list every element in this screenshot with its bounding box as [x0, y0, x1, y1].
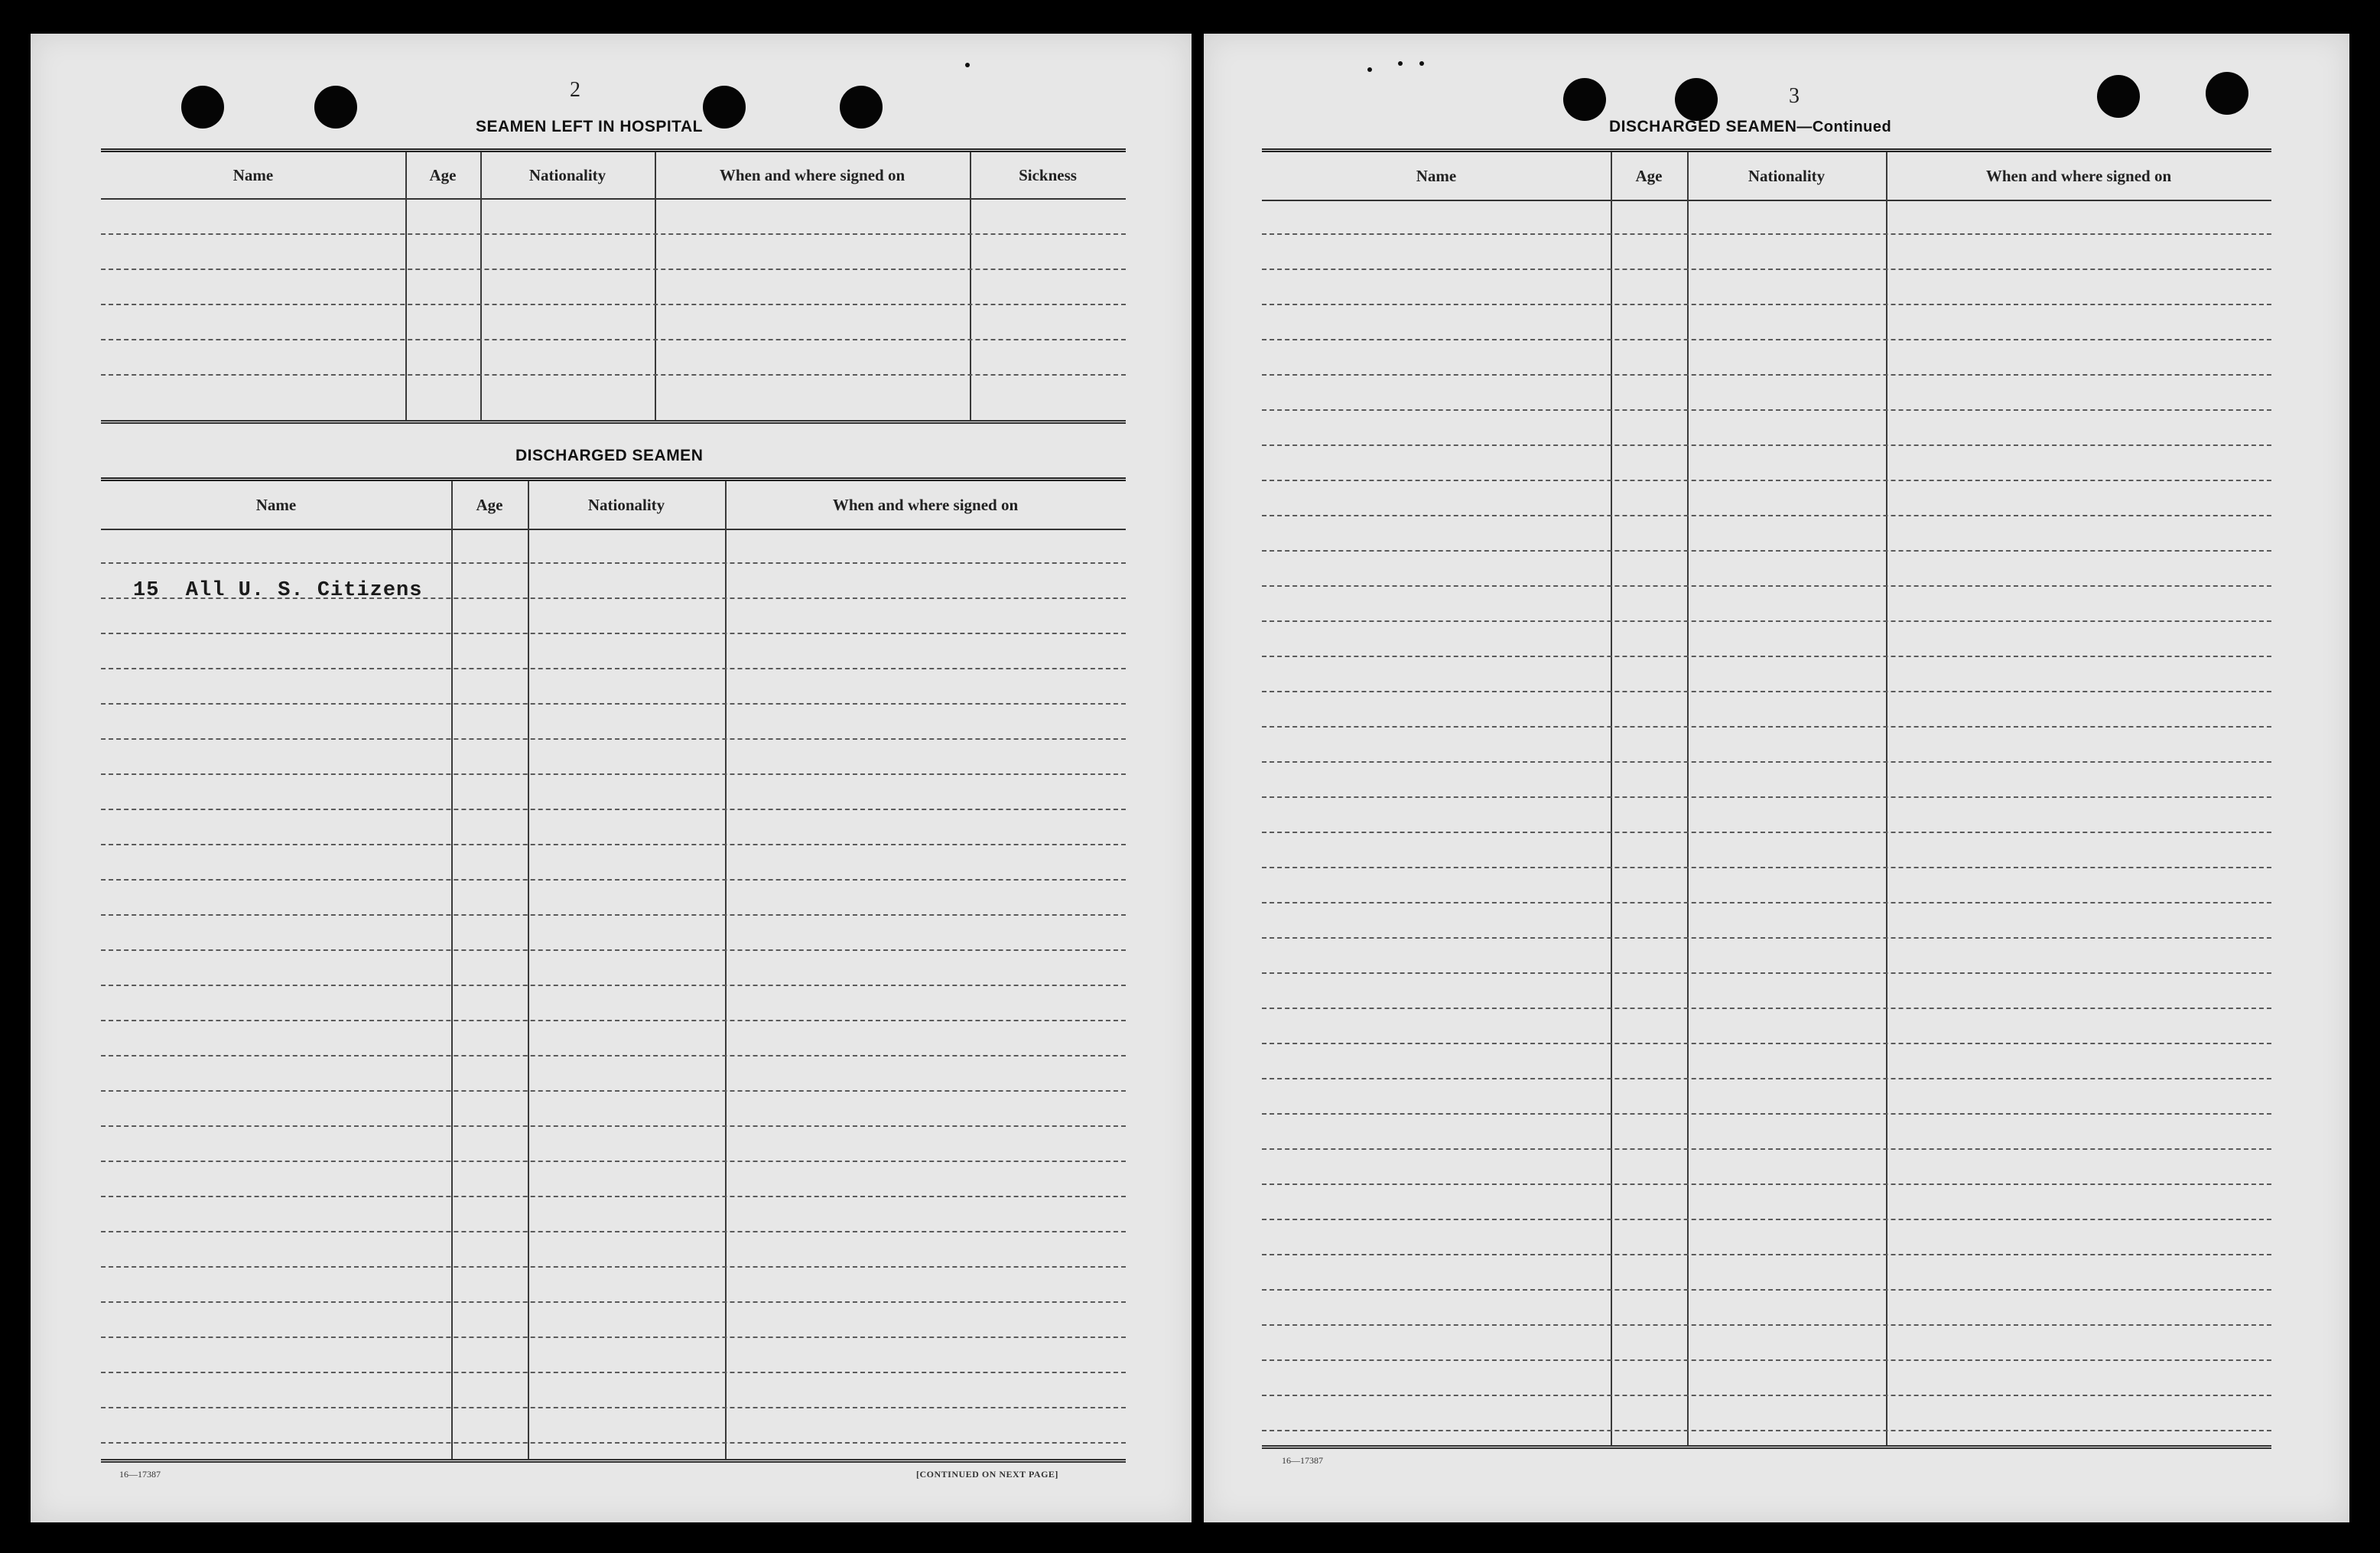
table-row	[101, 809, 1126, 810]
column-divider	[1611, 152, 1612, 1445]
punch-hole	[2097, 75, 2140, 118]
table-row	[1262, 1359, 2271, 1361]
column-divider	[655, 152, 656, 422]
table-row	[1262, 585, 2271, 587]
ink-speck	[1367, 67, 1372, 72]
table-row	[101, 1196, 1126, 1197]
column-divider	[480, 152, 482, 422]
continued-note: [CONTINUED ON NEXT PAGE]	[916, 1469, 1058, 1480]
discharged-table	[101, 477, 1126, 1460]
table-row	[1262, 374, 2271, 376]
table-row	[101, 773, 1126, 775]
table-row	[1262, 1219, 2271, 1220]
table-row	[101, 1231, 1126, 1232]
table-row	[101, 233, 1126, 235]
table-row	[101, 914, 1126, 916]
table-row	[101, 339, 1126, 340]
table-header	[101, 152, 1126, 200]
column-divider	[1886, 152, 1887, 1445]
column-header-name: Name	[255, 495, 297, 514]
table-row	[1262, 1254, 2271, 1255]
table-row	[101, 633, 1126, 634]
table-header	[1262, 152, 2271, 201]
ink-speck	[1419, 61, 1424, 66]
column-header-age: Age	[1635, 166, 1663, 185]
ink-speck	[965, 63, 970, 67]
table-row	[101, 562, 1126, 564]
table-row	[1262, 1183, 2271, 1185]
table-row	[1262, 304, 2271, 305]
discharged-section-title: DISCHARGED SEAMEN	[515, 447, 704, 464]
form-number: 16—17387	[1282, 1455, 1323, 1466]
table-row	[1262, 796, 2271, 798]
table-row	[101, 1407, 1126, 1408]
form-number: 16—17387	[119, 1469, 161, 1480]
table-row	[1262, 233, 2271, 235]
table-row	[101, 949, 1126, 951]
table-row	[101, 1301, 1126, 1303]
discharged-continued-table	[1262, 148, 2271, 1447]
table-row	[1262, 937, 2271, 939]
table-row	[101, 1055, 1126, 1056]
table-row	[1262, 1430, 2271, 1431]
column-header-nationality: Nationality	[587, 495, 665, 514]
column-divider	[970, 152, 971, 422]
table-row	[1262, 515, 2271, 516]
table-row	[101, 269, 1126, 270]
ink-speck	[1398, 61, 1403, 66]
table-header	[101, 481, 1126, 530]
table-row	[101, 1372, 1126, 1373]
typed-entry: 15 All U. S. Citizens	[133, 579, 423, 602]
page-number: 2	[570, 78, 580, 102]
section-title-text: DISCHARGED SEAMEN	[1609, 118, 1797, 135]
discharged-continued-title	[1609, 118, 1891, 136]
column-header-name: Name	[232, 165, 274, 184]
table-row	[1262, 691, 2271, 692]
table-row	[1262, 1008, 2271, 1009]
column-header-signed-on: When and where signed on	[1985, 166, 2172, 185]
punch-hole	[2206, 72, 2248, 115]
table-row	[101, 985, 1126, 986]
column-header-age: Age	[476, 495, 503, 514]
table-bottom-rule	[101, 420, 1126, 424]
table-row	[1262, 832, 2271, 833]
table-row	[101, 374, 1126, 376]
table-row	[1262, 1324, 2271, 1326]
punch-hole	[703, 86, 746, 129]
table-row	[1262, 444, 2271, 446]
table-row	[1262, 339, 2271, 340]
table-row	[1262, 761, 2271, 763]
table-bottom-rule	[1262, 1445, 2271, 1449]
column-header-sickness: Sickness	[1019, 165, 1077, 184]
table-row	[1262, 1078, 2271, 1079]
column-header-nationality: Nationality	[528, 165, 606, 184]
table-row	[1262, 1148, 2271, 1150]
column-divider	[528, 481, 529, 1459]
table-row	[101, 1020, 1126, 1021]
table-row	[1262, 1289, 2271, 1291]
table-row	[101, 1161, 1126, 1162]
table-row	[1262, 550, 2271, 552]
column-header-signed-on: When and where signed on	[719, 165, 906, 184]
column-header-name: Name	[1416, 166, 1457, 185]
column-divider	[1687, 152, 1689, 1445]
column-divider	[451, 481, 453, 1459]
table-row	[1262, 1043, 2271, 1044]
table-row	[1262, 656, 2271, 657]
column-header-signed-on: When and where signed on	[832, 495, 1019, 514]
punch-hole	[840, 86, 883, 129]
table-row	[101, 1442, 1126, 1444]
table-row	[101, 1336, 1126, 1338]
page-number: 3	[1789, 84, 1800, 108]
table-row	[1262, 972, 2271, 974]
right-page	[1204, 34, 2349, 1522]
punch-hole	[1675, 78, 1718, 121]
column-divider	[405, 152, 407, 422]
table-bottom-rule	[101, 1459, 1126, 1463]
table-row	[101, 1266, 1126, 1268]
table-row	[101, 879, 1126, 881]
table-row	[1262, 1395, 2271, 1396]
table-row	[1262, 620, 2271, 622]
table-row	[101, 597, 1126, 599]
table-row	[1262, 1113, 2271, 1115]
punch-hole	[1563, 78, 1606, 121]
punch-hole	[314, 86, 357, 129]
punch-hole	[181, 86, 224, 129]
section-title-suffix: —Continued	[1796, 119, 1892, 135]
hospital-table	[101, 148, 1126, 425]
table-row	[101, 304, 1126, 305]
table-row	[101, 738, 1126, 740]
column-header-age: Age	[429, 165, 457, 184]
table-row	[1262, 480, 2271, 481]
column-divider	[725, 481, 727, 1459]
table-row	[1262, 269, 2271, 270]
table-row	[101, 1125, 1126, 1127]
table-row	[101, 668, 1126, 669]
table-row	[101, 1090, 1126, 1092]
table-row	[1262, 867, 2271, 868]
table-row	[1262, 726, 2271, 728]
column-header-nationality: Nationality	[1748, 166, 1826, 185]
hospital-section-title: SEAMEN LEFT IN HOSPITAL	[476, 118, 703, 135]
table-row	[1262, 409, 2271, 411]
table-row	[101, 703, 1126, 705]
table-row	[1262, 902, 2271, 903]
table-row	[101, 844, 1126, 845]
left-page	[31, 34, 1192, 1522]
